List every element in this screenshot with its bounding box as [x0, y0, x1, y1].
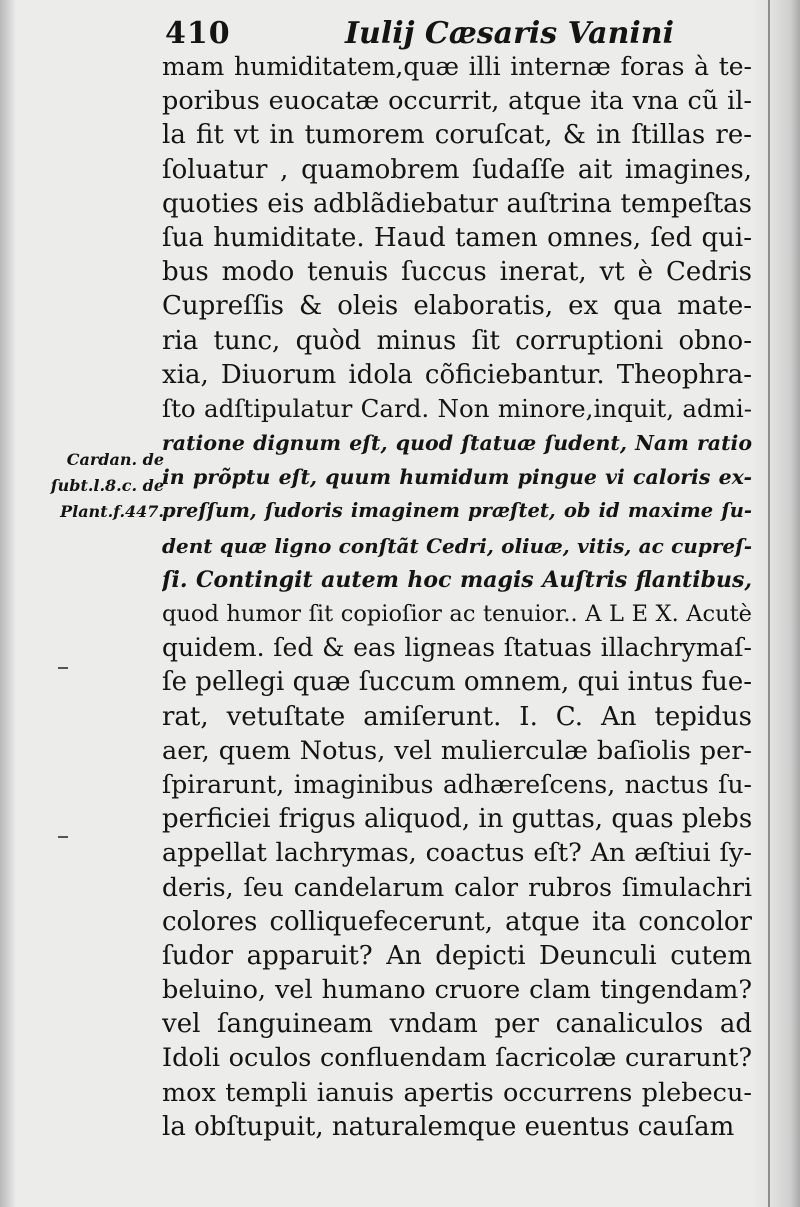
page-edge-line: [768, 0, 770, 1207]
text-line: mam humiditatem,quæ illi internæ foras à te-: [162, 52, 752, 81]
text-line: vel ſanguineam vndam per canaliculos ad: [162, 1009, 752, 1040]
text-line: dent quæ ligno conſtãt Cedri, oliuæ, vitis, ac cupreſ-: [162, 533, 752, 558]
text-line: colores colliquefecerunt, atque ita concolor: [162, 906, 752, 937]
text-line: ratione dignum eſt, quod ſtatuæ ſudent, Nam ratio: [162, 431, 752, 456]
margin-dash-mark: [58, 667, 68, 669]
text-line: appellat lachrymas, coactus eſt? An æſtiui ſy-: [162, 838, 752, 869]
text-line: in prõptu eſt, quum humidum pingue vi caloris ex-: [162, 465, 752, 490]
text-line: ſi. Contingit autem hoc magis Auſtris flantibus,: [162, 566, 752, 593]
text-line: ſto adſtipulatur Card. Non minore,inquit, admi-: [162, 393, 752, 423]
text-line: la obſtupuit, naturalemque euentus cauſam: [162, 1111, 735, 1142]
margin-note: [28, 447, 164, 525]
text-line: xia, Diuorum idola cõficiebantur. Theophra-: [162, 359, 752, 390]
page-number: 410: [165, 16, 231, 51]
page-edge-shadow: [752, 0, 800, 1207]
text-line: perficiei frigus aliquod, in guttas, quas plebs: [162, 804, 752, 835]
text-line: la fit vt in tumorem coruſcat, & in ſtillas re-: [162, 120, 752, 151]
text-line: quoties eis adblãdiebatur auſtrina tempeſtas: [162, 188, 752, 219]
text-line: ſpirarunt, imaginibus adhæreſcens, nactus ſu-: [162, 769, 752, 799]
text-line: ria tunc, quòd minus ſit corruptioni obno-: [162, 325, 752, 356]
text-line: beluino, vel humano cruore clam tingendam?: [162, 975, 752, 1006]
text-line: bus modo tenuis ſuccus inerat, vt è Cedris: [162, 257, 752, 288]
margin-dash-mark: [58, 836, 68, 838]
text-line: aer, quem Notus, vel mulierculæ baſiolis per-: [162, 735, 752, 766]
text-line: ſua humiditate. Haud tamen omnes, ſed qui-: [162, 222, 752, 253]
body-text: [162, 50, 752, 1144]
page-header: [165, 14, 735, 54]
text-line: mox templi ianuis apertis occurrens plebecu-: [162, 1077, 752, 1108]
text-line: quod humor ſit copioſior ac tenuior.. A L E X. Acutè: [162, 601, 752, 627]
margin-note-line: Plant.f.447.: [60, 502, 164, 521]
text-line: quidem. ſed & eas ligneas ſtatuas illachrymaſ-: [162, 633, 752, 663]
text-line: ſudor apparuit? An depicti Deunculi cutem: [162, 940, 752, 971]
text-line: poribus euocatæ occurrit, atque ita vna cũ il-: [162, 86, 752, 117]
text-line: rat, vetuſtate amiſerunt. I. C. An tepidus: [162, 701, 752, 732]
margin-note-line: ſubt.l.8.c. de: [50, 476, 164, 495]
text-line: Idoli oculos confluendam ſacricolæ curarunt?: [162, 1043, 752, 1074]
text-line: deris, ſeu candelarum calor rubros ſimulachri: [162, 872, 752, 902]
text-line: preſſum, ſudoris imaginem præſtet, ob id maxime ſu-: [162, 499, 752, 523]
text-line: ſe pellegi quæ ſuccum omnem, qui intus fue-: [162, 667, 752, 698]
text-line: ſoluatur , quamobrem ſudaſſe ait imagines,: [162, 154, 752, 185]
margin-note-line: Cardan. de: [66, 450, 164, 469]
text-line: Cupreſſis & oleis elaboratis, ex qua mate-: [162, 291, 752, 322]
page-gutter-shadow: [0, 0, 16, 1207]
running-title: Iulij Cæsaris Vanini: [345, 16, 675, 51]
